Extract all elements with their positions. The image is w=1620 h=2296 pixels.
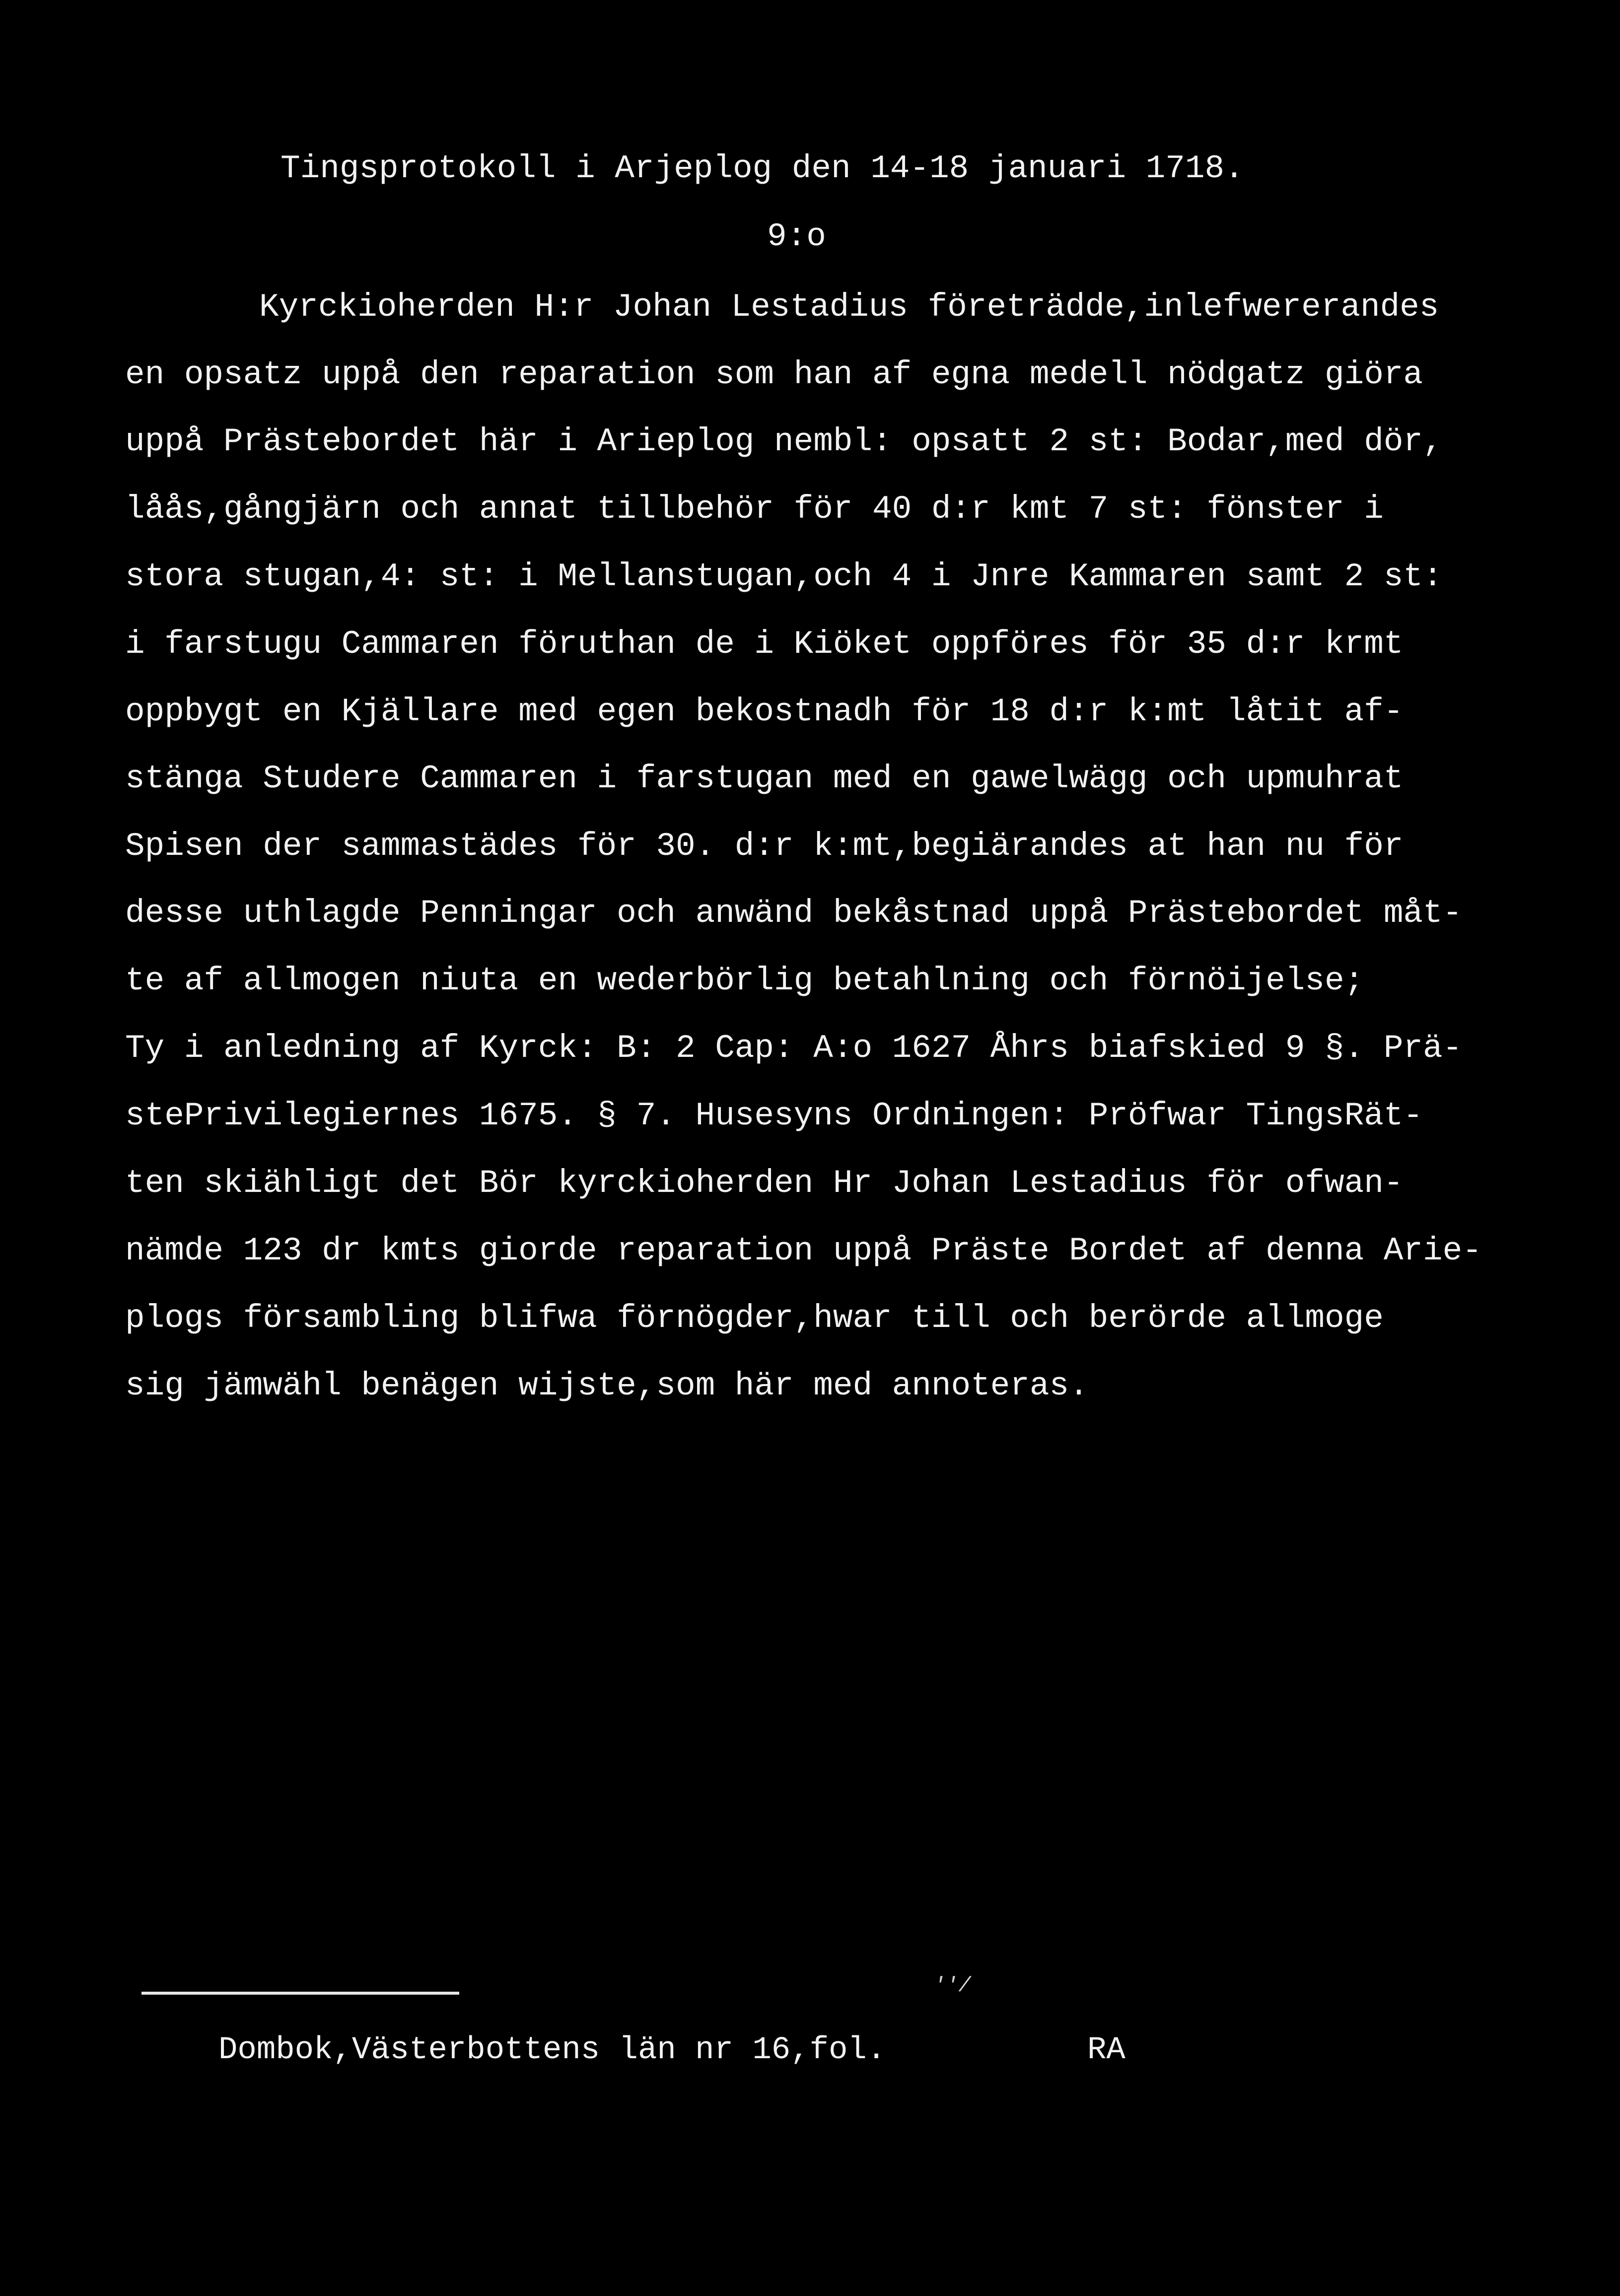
text-line: plogs försambling blifwa förnögder,hwar till och berörde allmoge [125, 1300, 1384, 1337]
text-line: sig jämwähl benägen wijste,som här med annoteras. [125, 1367, 1089, 1404]
text-line: låås,gångjärn och annat tillbehör för 40 d:r kmt 7 st: fönster i [125, 490, 1384, 528]
text-line: ten skiähligt det Bör kyrckioherden Hr Johan Lestadius för ofwan- [125, 1165, 1404, 1202]
text-line: desse uthlagde Penningar och anwänd bekåstnad uppå Prästebordet måt- [125, 895, 1463, 932]
text-line: Spisen der sammastädes för 30. d:r k:mt,begiärandes at han nu för [125, 828, 1404, 865]
document-title: Tingsprotokoll i Arjeplog den 14-18 januari 1718. [281, 150, 1244, 187]
text-line: Ty i anledning af Kyrck: B: 2 Cap: A:o 1627 Åhrs biafskied 9 §. Prä- [125, 1030, 1463, 1067]
text-line: i farstugu Cammaren föruthan de i Kiöket oppföres för 35 d:r krmt [125, 626, 1404, 663]
text-line: Kyrckioherden H:r Johan Lestadius företrädde,inlefwererandes [259, 288, 1439, 326]
archive-abbreviation: RA [1087, 2032, 1126, 2068]
text-line: stora stugan,4: st: i Mellanstugan,och 4 i Jnre Kammaren samt 2 st: [125, 558, 1443, 595]
text-line: nämde 123 dr kmts giorde reparation uppå Präste Bordet af denna Arie- [125, 1232, 1482, 1269]
section-number: 9:o [767, 218, 826, 255]
source-reference: Dombok,Västerbottens län nr 16,fol. [218, 2032, 886, 2068]
text-line: oppbygt en Kjällare med egen bekostnadh för 18 d:r k:mt låtit af- [125, 693, 1404, 730]
text-line: uppå Prästebordet här i Arieplog nembl: opsatt 2 st: Bodar,med dör, [125, 423, 1443, 460]
text-line: stänga Studere Cammaren i farstugan med en gawelwägg och upmuhrat [125, 760, 1404, 797]
text-line: stePrivilegiernes 1675. § 7. Husesyns Ordningen: Pröfwar TingsRät- [125, 1097, 1423, 1134]
handwritten-page-mark: ''/ [933, 1974, 971, 1998]
text-line: te af allmogen niuta en wederbörlig betahlning och förnöijelse; [125, 962, 1364, 999]
text-line: en opsatz uppå den reparation som han af egna medell nödgatz giöra [125, 356, 1423, 393]
footnote-divider [141, 1992, 459, 1995]
